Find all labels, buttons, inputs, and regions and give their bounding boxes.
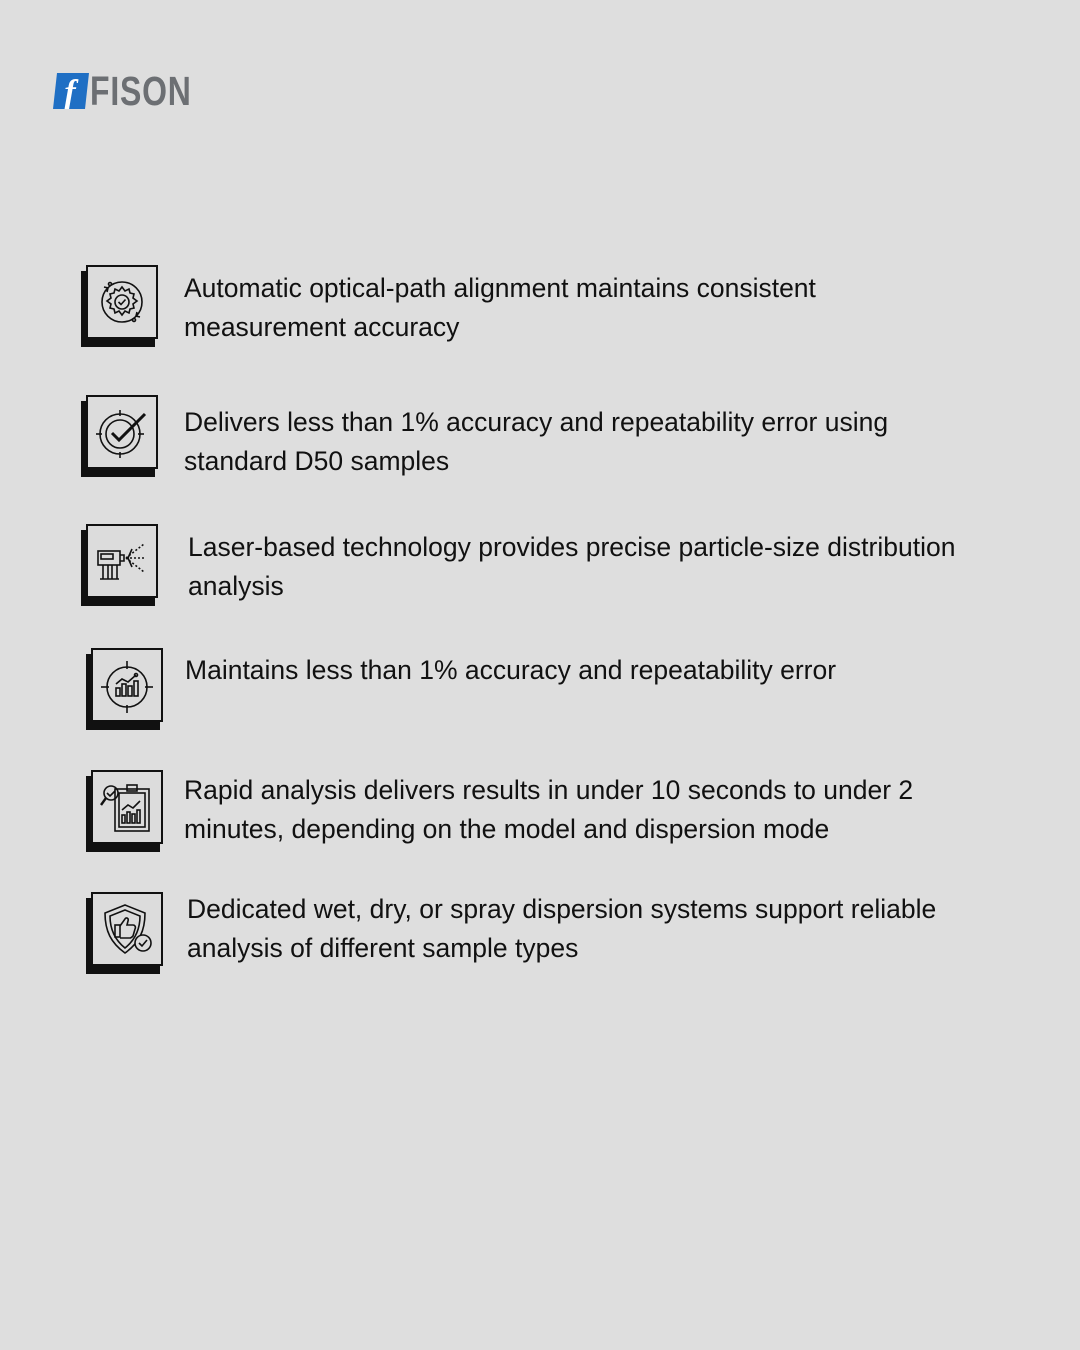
feature-text: Maintains less than 1% accuracy and repeatability error xyxy=(185,655,837,685)
feature-icon-box xyxy=(86,770,160,846)
feature-icon-box xyxy=(81,395,155,471)
brand-logo xyxy=(53,68,220,114)
clipboard-analysis-icon xyxy=(97,777,157,837)
feature-icon-box xyxy=(81,265,155,341)
target-check-icon xyxy=(92,402,152,462)
shield-thumbs-up-icon xyxy=(97,899,157,959)
feature-text: Delivers less than 1% accuracy and repeatability error using standard D50 samples xyxy=(184,407,889,476)
feature-icon-box xyxy=(86,648,160,724)
laser-device-icon xyxy=(92,531,152,591)
feature-text: Automatic optical-path alignment maintains consistent measurement accuracy xyxy=(184,273,816,342)
feature-icon-box xyxy=(81,524,155,600)
target-chart-icon xyxy=(97,655,157,715)
feature-text: Laser-based technology provides precise particle-size distribution analysis xyxy=(188,532,956,601)
svg-text:f: f xyxy=(64,74,76,109)
fison-logo-mark-icon xyxy=(53,73,89,109)
feature-text: Dedicated wet, dry, or spray dispersion systems support reliable analysis of different sample types xyxy=(187,894,937,963)
feature-text: Rapid analysis delivers results in under 10 seconds to under 2 minutes, depending on the model and dispersion mode xyxy=(184,775,914,844)
brand-name: FISON xyxy=(90,68,192,114)
feature-icon-box xyxy=(86,892,160,968)
gear-check-icon xyxy=(92,272,152,332)
